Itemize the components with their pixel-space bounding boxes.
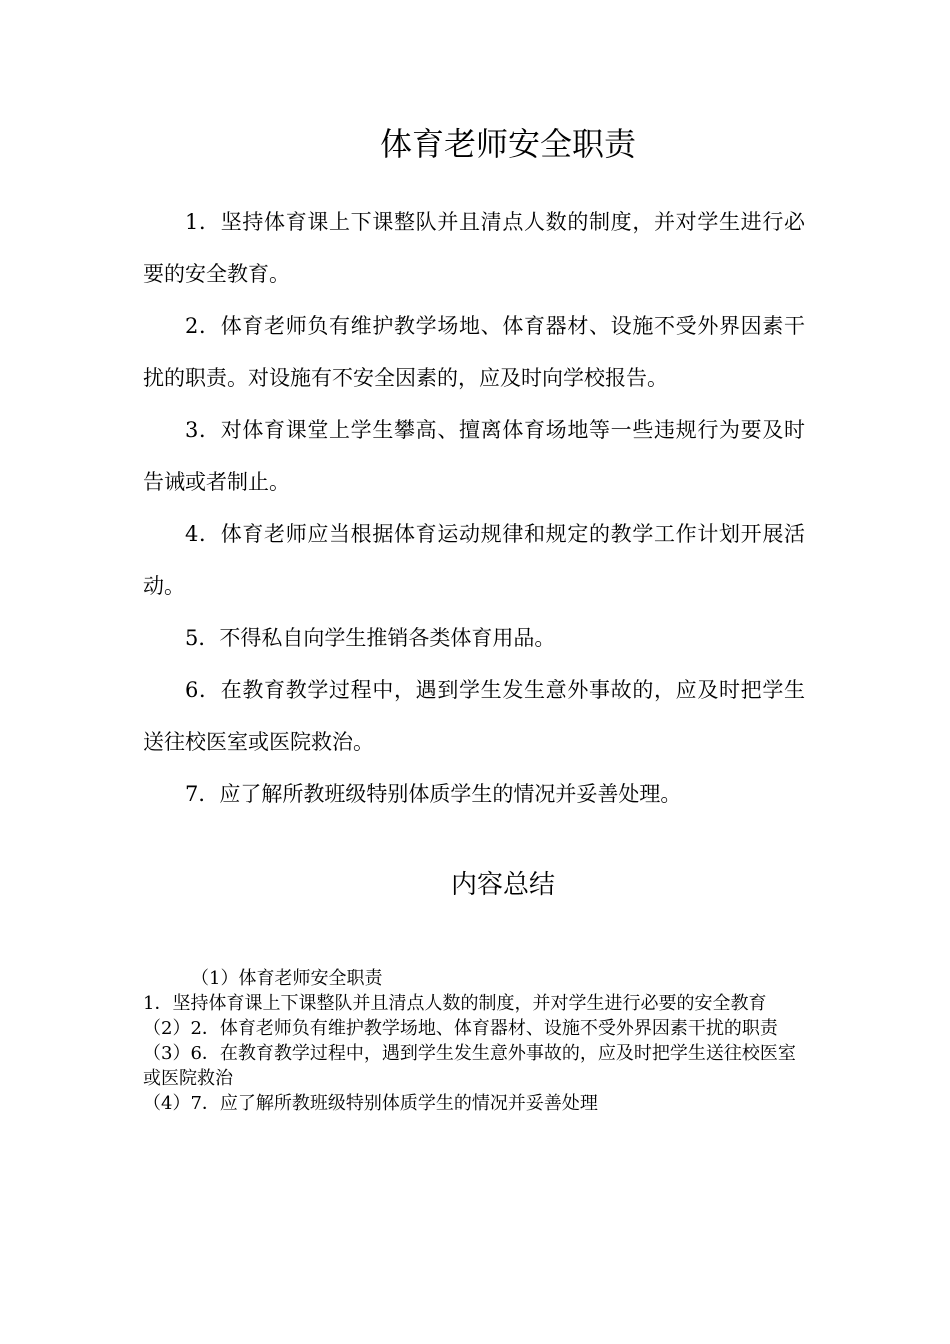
responsibility-paragraph: 1．坚持体育课上下课整队并且清点人数的制度，并对学生进行必要的安全教育。 — [143, 210, 805, 286]
responsibility-paragraph: 7．应了解所教班级特别体质学生的情况并妥善处理。 — [185, 782, 682, 806]
responsibility-paragraph: 2．体育老师负有维护教学场地、体育器材、设施不受外界因素干扰的职责。对设施有不安全因素的，应及时向学校报告。 — [143, 314, 805, 390]
responsibility-paragraph: 6．在教育教学过程中，遇到学生发生意外事故的，应及时把学生送往校医室或医院救治。 — [143, 678, 805, 754]
summary-line: 1．坚持体育课上下课整队并且清点人数的制度，并对学生进行必要的安全教育 — [143, 993, 767, 1014]
document-title: 体育老师安全职责 — [379, 125, 636, 163]
responsibilities-list — [143, 196, 805, 820]
summary-line: （2）2．体育老师负有维护教学场地、体育器材、设施不受外界因素干扰的职责 — [143, 1018, 778, 1039]
summary-section — [143, 966, 803, 1116]
summary-title: 内容总结 — [450, 870, 555, 900]
summary-line: （3）6．在教育教学过程中，遇到学生发生意外事故的，应及时把学生送往校医室或医院救治 — [143, 1043, 796, 1089]
responsibility-paragraph: 4．体育老师应当根据体育运动规律和规定的教学工作计划开展活动。 — [143, 522, 805, 598]
summary-line: （4）7．应了解所教班级特别体质学生的情况并妥善处理 — [143, 1093, 598, 1114]
responsibility-paragraph: 5．不得私自向学生推销各类体育用品。 — [185, 626, 556, 650]
summary-line: （1）体育老师安全职责 — [191, 968, 383, 989]
responsibility-paragraph: 3．对体育课堂上学生攀高、擅离体育场地等一些违规行为要及时告诫或者制止。 — [143, 418, 805, 494]
